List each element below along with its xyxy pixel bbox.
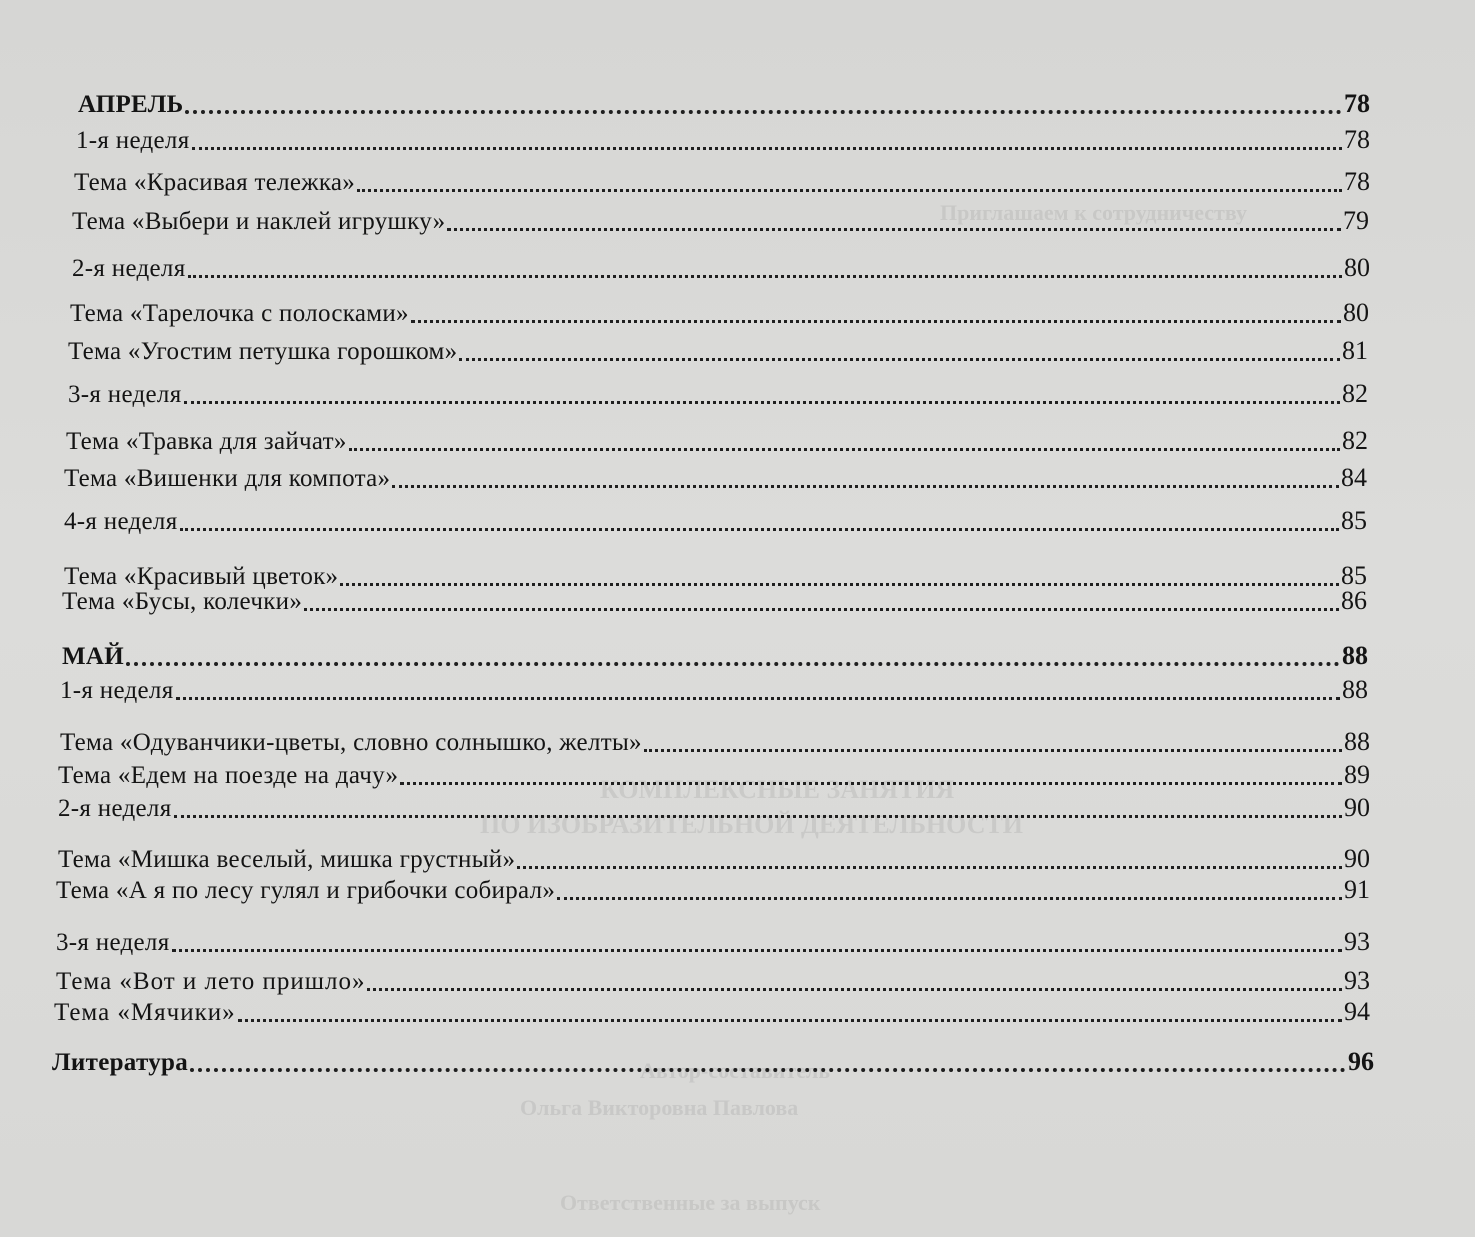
toc-entry	[64, 505, 1367, 538]
toc-entry-page: 89	[1344, 760, 1370, 789]
bleed-text-1: Приглашаем к сотрудничеству	[940, 200, 1247, 225]
toc-entry-label: 3-я неделя	[68, 381, 182, 408]
toc-entry-page: 78	[1344, 125, 1370, 154]
toc-entry-page: 86	[1341, 586, 1367, 615]
toc-entry-page: 78	[1344, 167, 1370, 196]
toc-entry-label: 4-я неделя	[64, 508, 178, 535]
dot-leader	[557, 897, 1342, 900]
dot-leader	[411, 320, 1341, 323]
toc-entry-label: Тема «Вишенки для компота»	[64, 465, 391, 492]
toc-entry-page: 85	[1341, 506, 1367, 535]
bleed-text-5: Ольга Викторовна Павлова	[520, 1095, 799, 1120]
toc-entry	[62, 626, 1368, 673]
toc-entry-page: 96	[1348, 1047, 1374, 1076]
toc-entry	[62, 585, 1367, 618]
toc-entry-label: Тема «Вот и лето пришло»	[56, 968, 366, 995]
toc-entry-page: 90	[1344, 793, 1370, 822]
toc-entry	[60, 674, 1368, 707]
toc-entry-label: Тема «Одуванчики-цветы, словно солнышко, желты»	[60, 729, 642, 756]
dot-leader	[185, 110, 1342, 114]
toc-entry	[66, 425, 1368, 458]
toc-entry-label: Тема «Красивый цветок»	[64, 563, 339, 590]
dot-leader	[349, 448, 1340, 451]
dot-leader	[238, 1019, 1342, 1022]
toc-entry	[56, 862, 1370, 907]
toc-entry-page: 82	[1342, 426, 1368, 455]
dot-leader	[304, 608, 1339, 611]
toc-entry-label: 2-я неделя	[58, 795, 172, 822]
toc-entry-label: МАЙ	[62, 643, 124, 670]
dot-leader	[357, 189, 1342, 192]
toc-entry	[70, 297, 1369, 330]
toc-entry-page: 80	[1344, 253, 1370, 282]
dot-leader	[459, 358, 1340, 361]
toc-entry-label: Тема «Бусы, колечки»	[62, 588, 303, 615]
toc-entry-label: Тема «Травка для зайчат»	[66, 428, 347, 455]
toc-entry-label: Тема «Красивая тележка»	[74, 169, 356, 196]
toc-entry-page: 80	[1343, 298, 1369, 327]
dot-leader	[188, 275, 1342, 278]
toc-entry	[58, 745, 1370, 792]
toc-entry-label: Тема «Мячики»	[54, 999, 236, 1026]
dot-leader	[184, 401, 1340, 404]
dot-leader	[126, 662, 1340, 666]
toc-entry-page: 78	[1344, 89, 1370, 118]
toc-entry-label: 3-я неделя	[56, 929, 170, 956]
dot-leader	[176, 697, 1340, 700]
toc-entry-label: Тема «Едем на поезде на дачу»	[58, 762, 399, 789]
toc-entry-label: Тема «Угостим петушка горошком»	[68, 338, 458, 365]
bleed-text-4: Автор-составитель	[640, 1058, 831, 1083]
toc-entry	[72, 205, 1369, 238]
toc-entry-page: 90	[1344, 844, 1370, 873]
toc-entry-label: Литература	[52, 1049, 189, 1076]
dot-leader	[447, 228, 1341, 231]
toc-entry	[68, 378, 1368, 411]
dot-leader	[190, 1068, 1346, 1072]
toc-entry-label: Тема «Выбери и наклей игрушку»	[72, 208, 446, 235]
toc-entry	[74, 166, 1370, 199]
toc-entry	[54, 982, 1370, 1029]
toc-entry	[68, 335, 1368, 368]
toc-entry-label: Тема «Мишка веселый, мишка грустный»	[58, 846, 516, 873]
toc-entry-label: АПРЕЛЬ	[78, 91, 184, 118]
toc-entry-label: 1-я неделя	[76, 127, 190, 154]
toc-entry	[78, 72, 1370, 121]
dot-leader	[392, 485, 1339, 488]
toc-entry-page: 88	[1344, 727, 1370, 756]
dot-leader	[192, 147, 1342, 150]
toc-entry-page: 85	[1341, 561, 1367, 590]
toc-entry-page: 91	[1344, 875, 1370, 904]
toc-entry-label: 2-я неделя	[72, 255, 186, 282]
toc-entry-page: 82	[1342, 379, 1368, 408]
bleed-text-2: КОМПЛЕКСНЫЕ ЗАНЯТИЯ	[600, 775, 955, 804]
toc-entry-page: 84	[1341, 463, 1367, 492]
toc-entry-page: 88	[1342, 641, 1368, 670]
toc-entry-page: 79	[1343, 206, 1369, 235]
toc-entry	[64, 462, 1367, 495]
toc-entry-page: 93	[1344, 966, 1370, 995]
toc-entry-page: 94	[1344, 997, 1370, 1026]
toc-entry	[76, 124, 1370, 157]
bleed-text-6: Ответственные за выпуск	[560, 1190, 821, 1215]
dot-leader	[180, 528, 1339, 531]
dot-leader	[174, 815, 1342, 818]
toc-entry-label: Тема «А я по лесу гулял и грибочки собирал»	[56, 877, 556, 904]
toc-entry	[72, 252, 1370, 285]
toc-entry-label: Тема «Тарелочка с полосками»	[70, 300, 409, 327]
toc-entry	[58, 792, 1370, 825]
dot-leader	[400, 782, 1342, 785]
toc-entry-page: 81	[1342, 336, 1368, 365]
toc-entry-page: 93	[1344, 927, 1370, 956]
bleed-text-3: ПО ИЗОБРАЗИТЕЛЬНОЙ ДЕЯТЕЛЬНОСТИ	[480, 810, 1024, 839]
toc-entry	[52, 1036, 1374, 1079]
toc-entry-label: 1-я неделя	[60, 677, 174, 704]
toc-entry-page: 88	[1342, 675, 1368, 704]
